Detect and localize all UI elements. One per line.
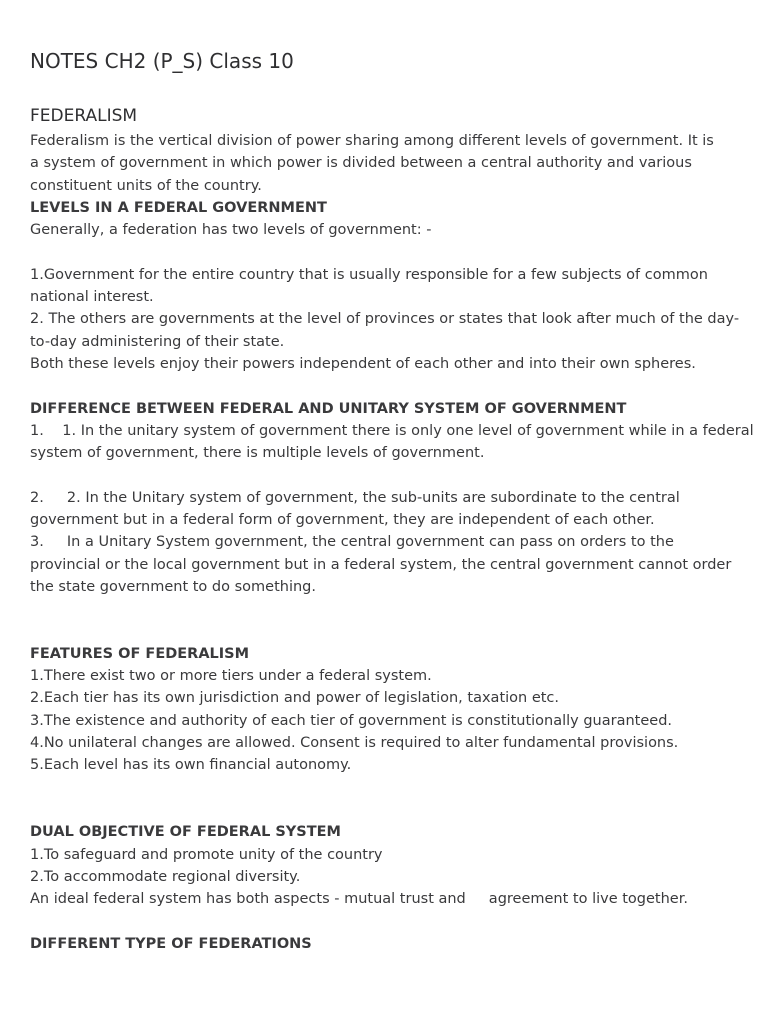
text-line: 1.Government for the entire country that is usually responsible for a few subjects of common [30,266,708,283]
text-line: system of government, there is multiple levels of government. [30,445,485,462]
text-line: 1. 1. In the unitary system of government there is only one level of government while in a federal [30,422,754,439]
text-line: a system of government in which power is divided between a central authority and various [30,155,692,172]
text-line: 3. In a Unitary System government, the central government can pass on orders to the [30,534,674,551]
text-line: 2.To accommodate regional diversity. [30,868,301,885]
document-body [30,130,754,955]
text-line: 2. The others are governments at the level of provinces or states that look after much of the day- [30,311,740,328]
text-line: government but in a federal form of government, they are independent of each other. [30,512,655,529]
blank-line [30,241,746,263]
text-line: An ideal federal system has both aspects - mutual trust and agreement to live together. [30,891,688,908]
blank-line [30,910,746,932]
text-line: constituent units of the country. [30,177,262,194]
text-line: Federalism is the vertical division of power sharing among different levels of government. It is [30,133,714,149]
text-line: provincial or the local government but in a federal system, the central government cannot order [30,556,732,573]
subheading: FEATURES OF FEDERALISM [30,645,250,662]
text-line: 1.There exist two or more tiers under a federal system. [30,668,432,685]
subheading: DIFFERENCE BETWEEN FEDERAL AND UNITARY SYSTEM OF GOVERNMENT [30,400,627,417]
text-line: to-day administering of their state. [30,333,285,350]
text-line: 3.The existence and authority of each tier of government is constitutionally guaranteed. [30,712,673,729]
blank-line [30,621,746,643]
text-line: 2. 2. In the Unitary system of government, the sub-units are subordinate to the central [30,489,680,506]
text-line: the state government to do something. [30,578,316,595]
text-line: Generally, a federation has two levels of government: - [30,222,432,239]
document-title: NOTES CH2 (P_S) Class 10 [30,49,294,73]
subheading: DUAL OBJECTIVE OF FEDERAL SYSTEM [30,824,341,841]
text-line: Both these levels enjoy their powers independent of each other and into their own spheres. [30,355,696,372]
text-line: 1.To safeguard and promote unity of the country [30,846,383,863]
blank-line [30,598,746,620]
blank-line [30,375,746,397]
blank-line [30,799,746,821]
subheading: LEVELS IN A FEDERAL GOVERNMENT [30,199,327,216]
text-line: 4.No unilateral changes are allowed. Consent is required to alter fundamental provisions. [30,735,679,752]
blank-line [30,464,746,486]
section-heading: FEDERALISM [30,106,138,126]
text-line: national interest. [30,289,154,306]
subheading: DIFFERENT TYPE OF FEDERATIONS [30,935,312,952]
text-line: 2.Each tier has its own jurisdiction and power of legislation, taxation etc. [30,690,560,707]
blank-line [30,777,746,799]
text-line: 5.Each level has its own financial autonomy. [30,757,352,774]
